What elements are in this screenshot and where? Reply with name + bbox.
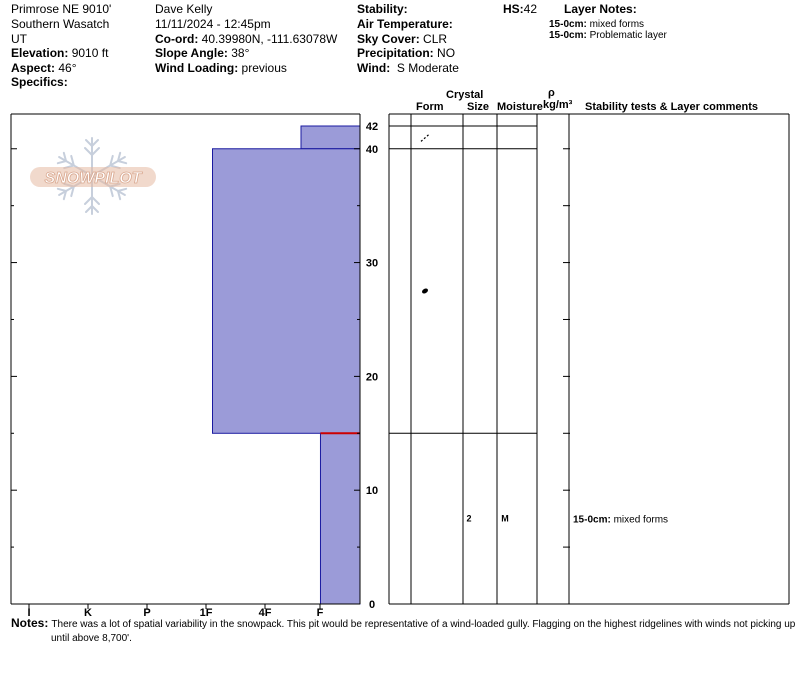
density-header: kg/m³ <box>543 99 573 111</box>
elevation-value: 9010 ft <box>71 46 109 60</box>
observer: Dave Kelly <box>155 2 213 16</box>
hardness-layer-bar <box>213 149 361 434</box>
depth-tick-label: 30 <box>365 257 379 270</box>
precip-value: NO <box>437 46 456 60</box>
layer-note-text: mixed forms <box>589 19 645 30</box>
hardness-layer-bar <box>301 126 360 149</box>
notes-line2: until above 8,700'. <box>51 633 132 644</box>
grain-size-value: 2 <box>466 513 472 524</box>
location: Primrose NE 9010' <box>11 2 112 16</box>
layer-comment-range: 15-0cm: <box>573 514 611 526</box>
slope-value: 38° <box>231 46 250 60</box>
hardness-tick-label: 4F <box>258 607 272 619</box>
sky-label: Sky Cover: <box>357 32 420 46</box>
aspect-label: Aspect: <box>11 61 56 75</box>
stability-label: Stability: <box>357 2 408 16</box>
depth-tick-label: 10 <box>365 485 379 498</box>
notes <box>11 616 795 632</box>
coord-value: 40.39980N, -111.63078W <box>201 32 338 46</box>
rho-header: ρ <box>548 87 555 99</box>
depth-tick-label: 40 <box>365 143 379 156</box>
wind-label: Wind: <box>357 61 391 75</box>
notes-line1: There was a lot of spatial variability in the snowpack. This pit would be representative of a wind-loaded gully. Flagging on the highest ridgelines with winds not picking up <box>51 619 796 630</box>
precip-label: Precipitation: <box>357 46 434 60</box>
elevation-label: Elevation: <box>11 46 69 60</box>
layer-comment-text: mixed forms <box>610 514 669 526</box>
hardness-tick-label: I <box>27 607 31 619</box>
layer-note-text: Problematic layer <box>589 30 667 41</box>
layer-notes-label: Layer Notes: <box>564 2 637 16</box>
moisture-value: M <box>501 513 509 524</box>
decomposing-fragments-icon <box>421 134 429 141</box>
rounded-grain-icon <box>421 288 429 295</box>
crystal-header: Crystal <box>446 89 484 101</box>
hardness-tick-label: K <box>84 607 92 619</box>
hs-value: 42 <box>523 2 538 16</box>
slope-label: Slope Angle: <box>155 46 228 60</box>
layer-comment <box>573 515 668 526</box>
logo-text: SNOWPILOT <box>44 170 142 187</box>
hardness-tick-label: F <box>316 607 324 619</box>
size-header: Size <box>467 101 490 113</box>
depth-tick-label: 20 <box>365 371 379 384</box>
snowpilot-logo <box>30 138 156 214</box>
hardness-tick-label: 1F <box>199 607 213 619</box>
coord-label: Co-ord: <box>155 32 199 46</box>
comments-header: Stability tests & Layer comments <box>585 101 759 113</box>
hs-label: HS: <box>503 2 524 16</box>
notes-label: Notes: <box>11 616 49 630</box>
datetime: 11/11/2024 - 12:45pm <box>155 17 271 31</box>
moisture-header: Moisture <box>497 101 543 113</box>
layer-note-range: 15-0cm: <box>549 19 587 30</box>
wind-loading-value: previous <box>241 61 287 75</box>
hardness-layer-bar <box>320 433 360 604</box>
wind-loading-label: Wind Loading: <box>155 61 239 75</box>
layer-note-range: 15-0cm: <box>549 30 587 41</box>
sky-value: CLR <box>423 32 448 46</box>
depth-tick-label: 42 <box>365 121 379 133</box>
state: UT <box>11 32 27 46</box>
range: Southern Wasatch <box>11 17 110 31</box>
specifics-label: Specifics: <box>11 75 68 89</box>
hardness-tick-label: P <box>143 607 151 619</box>
form-header: Form <box>416 101 444 113</box>
depth-tick-label: 0 <box>368 599 376 611</box>
wind-value: S Moderate <box>396 61 459 75</box>
air-temp-label: Air Temperature: <box>357 17 453 31</box>
aspect-value: 46° <box>58 61 77 75</box>
